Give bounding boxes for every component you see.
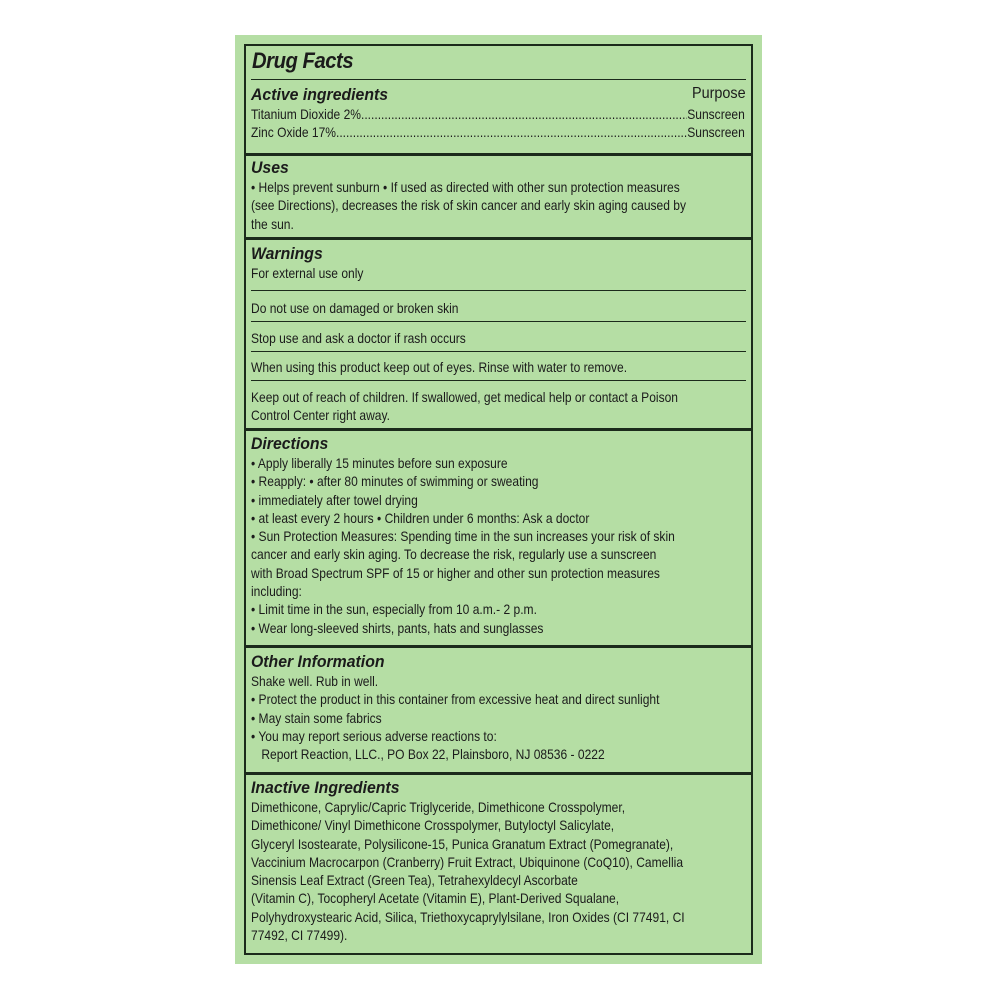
directions-line: • immediately after towel drying bbox=[251, 491, 418, 508]
warning-damaged-skin: Do not use on damaged or broken skin bbox=[251, 300, 459, 316]
uses-heading: Uses bbox=[251, 158, 289, 177]
other-information-line: Shake well. Rub in well. bbox=[251, 673, 379, 689]
leader-dots bbox=[361, 105, 687, 123]
warning-rule bbox=[251, 351, 746, 352]
warning-eyes: When using this product keep out of eyes. Rinse with water to remove. bbox=[251, 359, 628, 375]
uses-line: (see Directions), decreases the risk of skin cancer and early skin aging caused by bbox=[251, 197, 686, 214]
directions-section bbox=[251, 434, 746, 637]
other-information-line: • Protect the product in this container from excessive heat and direct sunlight bbox=[251, 691, 660, 708]
active-ingredients-heading: Active ingredients bbox=[251, 85, 389, 104]
inactive-ingredients-heading: Inactive Ingredients bbox=[251, 778, 400, 797]
ingredient-purpose: Sunscreen bbox=[687, 124, 745, 140]
inactive-ingredients-line: Polyhydroxystearic Acid, Silica, Triethoxycaprylylsilane, Iron Oxides (CI 77491, CI bbox=[251, 908, 685, 925]
directions-line: • Reapply: • after 80 minutes of swimming or sweating bbox=[251, 473, 539, 490]
warnings-heading: Warnings bbox=[251, 244, 323, 263]
directions-line: • at least every 2 hours • Children under 6 months: Ask a doctor bbox=[251, 509, 590, 526]
uses-section bbox=[251, 158, 746, 233]
section-rule bbox=[246, 237, 751, 240]
directions-line: including: bbox=[251, 583, 302, 600]
section-rule bbox=[246, 428, 751, 431]
inactive-ingredients-line: Glyceryl Isostearate, Polysilicone-15, Punica Granatum Extract (Pomegranate), bbox=[251, 835, 674, 852]
warning-rule bbox=[251, 380, 746, 381]
active-ingredients-section bbox=[251, 85, 746, 141]
directions-heading: Directions bbox=[251, 434, 329, 453]
drug-facts-title: Drug Facts bbox=[252, 48, 354, 73]
ingredient-purpose: Sunscreen bbox=[687, 106, 745, 122]
uses-line: the sun. bbox=[251, 215, 294, 232]
section-rule bbox=[246, 153, 751, 156]
active-ingredient-row bbox=[251, 105, 745, 123]
leader-dots bbox=[336, 123, 687, 141]
warning-rule bbox=[251, 321, 746, 322]
warnings-section bbox=[251, 244, 746, 282]
title-rule bbox=[251, 79, 746, 80]
directions-line: • Sun Protection Measures: Spending time in the sun increases your risk of skin bbox=[251, 528, 675, 545]
section-rule bbox=[246, 772, 751, 775]
inactive-ingredients-line: Dimethicone/ Vinyl Dimethicone Crosspolymer, Butyloctyl Salicylate, bbox=[251, 817, 615, 834]
directions-line: with Broad Spectrum SPF of 15 or higher and other sun protection measures bbox=[251, 564, 660, 581]
ingredient-name: Zinc Oxide 17% bbox=[251, 124, 336, 140]
directions-line: • Apply liberally 15 minutes before sun exposure bbox=[251, 455, 508, 471]
active-ingredient-row bbox=[251, 123, 745, 141]
other-information-line: • You may report serious adverse reactions to: bbox=[251, 727, 497, 744]
warning-children-line: Control Center right away. bbox=[251, 407, 390, 424]
warning-rule bbox=[251, 290, 746, 291]
inactive-ingredients-line: 77492, CI 77499). bbox=[251, 927, 348, 944]
warning-external-use: For external use only bbox=[251, 265, 364, 281]
inactive-ingredients-section bbox=[251, 778, 746, 944]
inactive-ingredients-line: Dimethicone, Caprylic/Capric Triglyceride, Dimethicone Crosspolymer, bbox=[251, 799, 626, 815]
directions-line: • Limit time in the sun, especially from 10 a.m.- 2 p.m. bbox=[251, 601, 537, 618]
drug-facts-frame bbox=[244, 44, 753, 955]
warning-stop-use: Stop use and ask a doctor if rash occurs bbox=[251, 330, 466, 346]
other-information-section bbox=[251, 652, 746, 763]
section-rule bbox=[246, 645, 751, 648]
other-information-heading: Other Information bbox=[251, 652, 385, 671]
drug-facts-panel bbox=[235, 35, 762, 964]
warning-children bbox=[251, 388, 746, 425]
warning-children-line: Keep out of reach of children. If swallowed, get medical help or contact a Poison bbox=[251, 389, 679, 405]
directions-line: cancer and early skin aging. To decrease the risk, regularly use a sunscreen bbox=[251, 546, 657, 563]
purpose-label: Purpose bbox=[692, 85, 746, 102]
directions-line: • Wear long-sleeved shirts, pants, hats and sunglasses bbox=[251, 619, 544, 636]
inactive-ingredients-line: Vaccinium Macrocarpon (Cranberry) Fruit Extract, Ubiquinone (CoQ10), Camellia bbox=[251, 853, 684, 870]
other-information-line: Report Reaction, LLC., PO Box 22, Plainsboro, NJ 08536 - 0222 bbox=[261, 746, 605, 763]
inactive-ingredients-line: (Vitamin C), Tocopheryl Acetate (Vitamin E), Plant-Derived Squalane, bbox=[251, 890, 620, 907]
ingredient-name: Titanium Dioxide 2% bbox=[251, 106, 361, 122]
uses-line: • Helps prevent sunburn • If used as directed with other sun protection measures bbox=[251, 179, 680, 195]
inactive-ingredients-line: Sinensis Leaf Extract (Green Tea), Tetrahexyldecyl Ascorbate bbox=[251, 872, 578, 889]
other-information-line: • May stain some fabrics bbox=[251, 709, 382, 726]
